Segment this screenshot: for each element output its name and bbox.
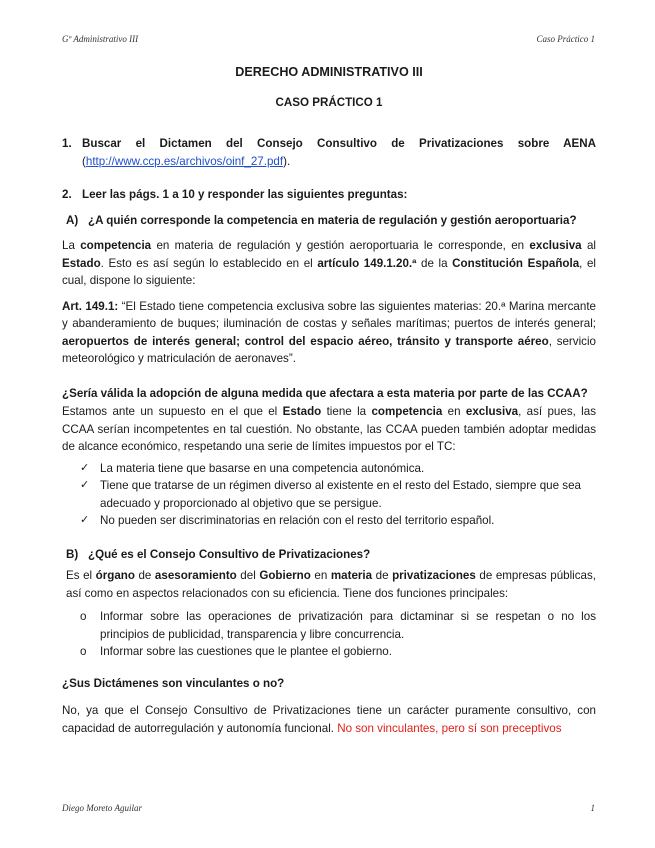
list-item: o Informar sobre las cuestiones que le plantee el gobierno. [80, 643, 596, 661]
task-number: 1. [62, 137, 72, 150]
document-body [62, 64, 596, 737]
checkmark-icon: ✓ [80, 514, 90, 526]
header-right: Caso Práctico 1 [536, 34, 595, 44]
page-footer [62, 803, 595, 813]
question-vinculantes: ¿Sus Dictámenes son vinculantes o no? [62, 676, 285, 690]
article-quote: Art. 149.1: “El Estado tiene competencia exclusiva sobre las siguientes materias: 20.ª Marina mercante y abanderamiento de buques; iluminación de costas y señales marítimas; puertos de interés general; aeropuertos de interés general; control del espacio aéreo, tránsito y transporte aéreo, servicio meteorológico y matriculación de aeronaves”. [62, 299, 597, 365]
question-ccaa: ¿Sería válida la adopción de alguna medida que afectara a esta materia por parte de las CCAA? [62, 386, 588, 400]
task-text: Buscar el Dictamen del Consejo Consultivo de Privatizaciones sobre AENA [82, 137, 596, 150]
document-title: DERECHO ADMINISTRATIVO III [235, 65, 423, 79]
checkmark-icon: ✓ [80, 461, 90, 474]
task-text: Leer las págs. 1 a 10 y responder las siguientes preguntas: [82, 188, 408, 201]
circle-bullet-icon: o [80, 610, 87, 623]
question-a [62, 212, 596, 230]
list-item: ✓ No pueden ser discriminatorias en relación con el resto del territorio español. [80, 512, 596, 530]
link-close-paren: ). [283, 154, 291, 168]
answer-vinculantes-paragraph: No, ya que el Consejo Consultivo de Privatizaciones tiene un carácter puramente consultivo, con capacidad de autorregulación y autonomía funcional. No son vinculantes, pero sí son preceptivos [62, 704, 596, 735]
answer-a-paragraph: La competencia en materia de regulación y gestión aeroportuaria le corresponde, en exclusiva al Estado. Esto es así según lo establecido en el artículo 149.1.20.ª de la Constitución Española, el cual, dispone lo siguiente: [62, 239, 596, 287]
limits-list [62, 460, 596, 530]
list-item: o Informar sobre las operaciones de privatización para dictaminar si se respetan o no los principios de publicidad, transparencia y libre concurrencia. [80, 608, 596, 643]
question-b [62, 546, 596, 564]
circle-bullet-icon: o [80, 645, 87, 658]
header-left: Gº Administrativo III [62, 34, 139, 44]
link-open-paren: ( [82, 154, 86, 168]
question-text: ¿Qué es el Consejo Consultivo de Privatizaciones? [88, 547, 371, 561]
task-item-2 [62, 186, 596, 204]
task-item-1 [62, 135, 596, 170]
task-number: 2. [62, 188, 72, 201]
footer-author: Diego Moreto Aguilar [62, 803, 142, 813]
question-text: ¿A quién corresponde la competencia en materia de regulación y gestión aeroportuaria? [88, 213, 577, 227]
question-letter: B) [66, 547, 79, 561]
list-item: ✓ La materia tiene que basarse en una competencia autonómica. [80, 460, 596, 478]
dictamen-link[interactable]: http://www.ccp.es/archivos/oinf_27.pdf [85, 154, 284, 168]
document-subtitle: CASO PRÁCTICO 1 [275, 95, 383, 109]
checkmark-icon: ✓ [80, 479, 90, 491]
highlighted-conclusion: No son vinculantes, pero sí son preceptivos [337, 721, 562, 735]
answer-ccaa-paragraph: Estamos ante un supuesto en el que el Estado tiene la competencia en exclusiva, así pues, las CCAA serían incompetentes en tal cuestión. No obstante, las CCAA pueden también adoptar medidas de alcance económico, respetando una serie de límites impuestos por el TC: [62, 405, 597, 453]
answer-b-paragraph: Es el órgano de asesoramiento del Gobierno en materia de privatizaciones de empresas públicas, así como en aspectos relacionados con su eficiencia. Tiene dos funciones principales: [66, 569, 597, 600]
question-letter: A) [66, 213, 79, 227]
functions-list [62, 608, 596, 661]
page-number: 1 [590, 803, 595, 813]
page-header [62, 34, 595, 44]
list-item: ✓ Tiene que tratarse de un régimen diverso al existente en el resto del Estado, siempre que sea adecuado y proporcionado al objetivo que se persigue. [80, 477, 596, 512]
